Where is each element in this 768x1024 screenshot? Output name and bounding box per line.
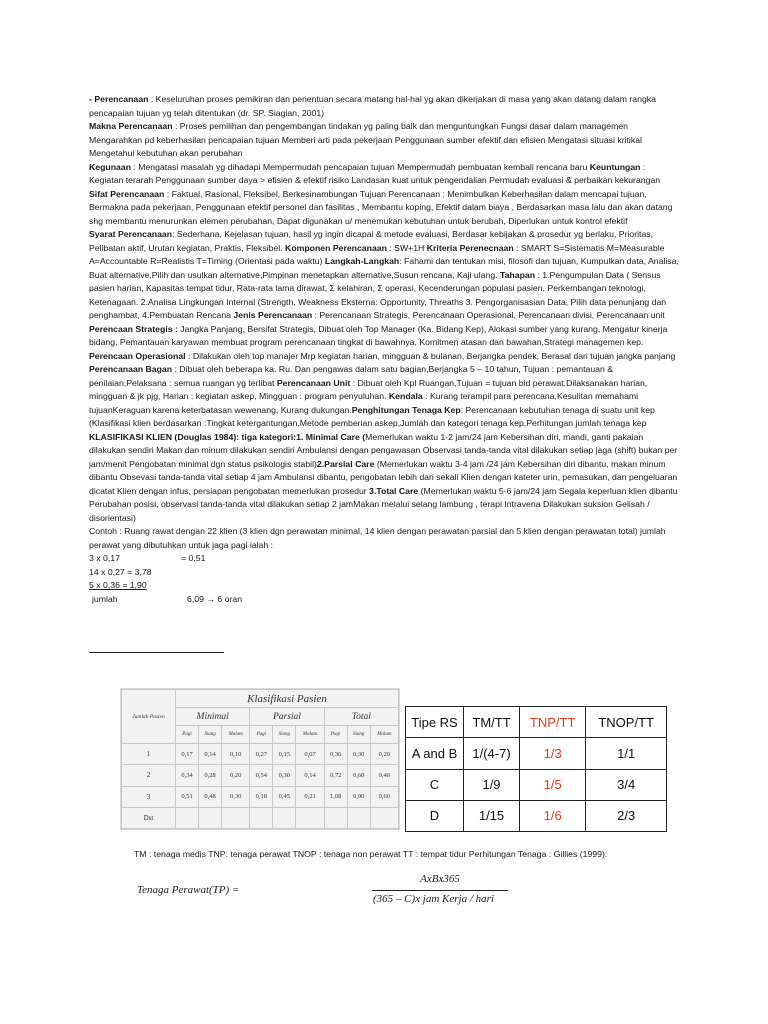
calc-3: 5 x 0,36 = 1,90 bbox=[89, 580, 147, 590]
tipe-row bbox=[406, 738, 667, 769]
def-keuntungan: : Kegiatan terarah Penggunaan sumber daya > efisien & efektif risiko Landasan kuat untuk pengendalian Permudah evaluasi & perbaikan kekurangan bbox=[89, 161, 661, 185]
term-komponen: Komponen Perencanaan bbox=[285, 242, 387, 253]
def-sifat: : Faktual, Rasional, Fleksibel, Berkesinambungan Tujuan Perencanaan : Menimbulkan Keberhasilan dalam mencapai tujuan, Bermakna pada pekerjaan, Penggunaan efektif personel dan fasilitas , Membantu koping, Efektif dalam biaya , Berdasarkan masa lalu dan akan datang shg membantu menurunkan elemen perubahan, Dapat digunakan u/ menemukan kebutuhan untuk berubah, Diperlukan untuk kontrol efektif bbox=[89, 188, 673, 226]
klas-cell bbox=[273, 807, 296, 828]
klas-row-label: 2 bbox=[122, 765, 176, 786]
klas-shift: Malam bbox=[370, 726, 398, 744]
klas-row bbox=[122, 744, 399, 765]
term-kendala: Kendala bbox=[388, 391, 423, 401]
paragraph-kegunaan bbox=[89, 161, 681, 229]
klas-cell: 0,20 bbox=[222, 765, 250, 786]
klas-cell bbox=[199, 807, 222, 828]
tipe-cell: C bbox=[406, 769, 464, 800]
def-syarat: : Sederhana, Kejelasan tujuan, hasil yg ingin dicapai & metode evaluasi, Berdasar kebijakan & prosedur yg berlaku, Prioritas, Pelibatan aktif, Urutan kegiatan, Praktis, Fleksibel. bbox=[89, 229, 654, 253]
klas-row-label: Dst bbox=[122, 807, 176, 828]
klas-cell: 0,14 bbox=[296, 765, 324, 786]
paragraph-contoh: Contoh : Ruang rawat dengan 22 klien (3 klien dgn perawatan minimal, 14 klien dengan perawatan parsial dan 5 klien dengan perawatan total) jumlah perawat yang dibutuhkan untuk jaga pagi ialah : bbox=[89, 526, 666, 550]
term-keuntungan: Keuntungan bbox=[589, 161, 641, 172]
klasifikasi-table-image bbox=[120, 688, 400, 830]
klas-cell: 0,60 bbox=[370, 786, 398, 807]
klas-cell: 0,14 bbox=[199, 744, 222, 765]
tipe-cell: 1/9 bbox=[464, 769, 520, 800]
klas-col-jumlah: Jumlah Pasien bbox=[122, 690, 176, 744]
klas-shift: Siang bbox=[273, 726, 296, 744]
body-text bbox=[89, 93, 681, 606]
sum-underline bbox=[89, 652, 224, 653]
klas-cell: 0,07 bbox=[296, 744, 324, 765]
tipe-cell: 1/3 bbox=[520, 738, 586, 769]
klas-row-label: 1 bbox=[122, 744, 176, 765]
klas-row bbox=[122, 807, 399, 828]
klasifikasi-table bbox=[121, 689, 399, 829]
klas-cell: 0,90 bbox=[347, 786, 370, 807]
def-makna: : Proses pemilihan dan pengembangan tindakan yg paling baik dan menguntungkan Fungsi dasar dalam managemen Mengarahkan pd keberhasilan pencapaian tujuan Memberi arti pada pekerjaan Penggunaan sumber efektif dan efisien Mengatasi situasi kritikal Mengetahui kebutuhan akan perubahan bbox=[89, 121, 642, 158]
klas-cell bbox=[296, 807, 324, 828]
tipe-cell: 1/5 bbox=[520, 769, 586, 800]
term-unit: Perencanaan Unit bbox=[276, 377, 351, 388]
klas-cell: 0,27 bbox=[250, 744, 273, 765]
klas-cell: 0,30 bbox=[347, 744, 370, 765]
tipe-rs-table bbox=[405, 706, 667, 832]
term-bagan: Perencanaan Bagan bbox=[89, 364, 173, 374]
klas-cell: 0,15 bbox=[273, 744, 296, 765]
paragraph-perencanaan bbox=[89, 93, 681, 120]
klas-title: Klasifikasi Pasien bbox=[176, 690, 399, 708]
klas-cell: 0,17 bbox=[176, 744, 199, 765]
term-kriteria: Kriteria Perenecnaan bbox=[426, 242, 514, 253]
klas-cell bbox=[176, 807, 199, 828]
formula bbox=[137, 873, 494, 913]
formula-numerator: AxBx365 bbox=[420, 873, 460, 885]
klas-cell bbox=[324, 807, 347, 828]
term-tahapan: Tahapan bbox=[499, 269, 536, 280]
term-strategis: Perencaan Strategis : bbox=[89, 323, 178, 334]
klas-cell: 0,54 bbox=[250, 765, 273, 786]
tipe-header: Tipe RS bbox=[406, 707, 464, 738]
term-langkah: Langkah-Langkah bbox=[324, 256, 400, 266]
def-operasional: : Dilakukan oleh top manajer Mrp kegiatan harian, mingguan & bulanan, Berjangka pendek, Berasal dari tujuan jangka panjang bbox=[185, 350, 676, 361]
calc-row-2 bbox=[89, 566, 681, 580]
tipe-header: TNOP/TT bbox=[586, 707, 667, 738]
tipe-cell: 1/(4-7) bbox=[464, 738, 520, 769]
tipe-row bbox=[406, 769, 667, 800]
calc-1-left: 3 x 0,17 bbox=[89, 553, 120, 563]
def-kriteria: : SMART S=Sistematis M=Measurable A=Accountable R=Realistis T=Timing (Orientasi pada waktu) bbox=[89, 242, 665, 266]
klas-cell: 0,60 bbox=[347, 765, 370, 786]
klas-cell bbox=[222, 807, 250, 828]
klas-cell: 0,20 bbox=[370, 744, 398, 765]
formula-denominator: (365 – C)x jam Kerja / hari bbox=[373, 893, 494, 905]
tipe-cell: 1/6 bbox=[520, 800, 586, 831]
tipe-cell: D bbox=[406, 800, 464, 831]
def-penghitungan: : Perencanaan kebutuhan tenaga di suatu unit kep (Klasifikasi klien berdasarkan :Tingkat ketergantungan,Metode pemberian askep,Jumlah dan kategori tenaga kep,Perhitungan jumlah tenaga kep bbox=[89, 404, 655, 428]
term-syarat: Syarat Perencanaan bbox=[89, 229, 173, 239]
tipe-cell: 3/4 bbox=[586, 769, 667, 800]
klas-shift: Pagi bbox=[176, 726, 199, 744]
calc-row-4 bbox=[89, 593, 681, 607]
tipe-cell: 1/1 bbox=[586, 738, 667, 769]
tipe-cell: A and B bbox=[406, 738, 464, 769]
klas-cell: 0,30 bbox=[273, 765, 296, 786]
klas-cell: 0,40 bbox=[370, 765, 398, 786]
def-tahapan: : 1.Pengumpulan Data ( Sensus pasien harian, Kapasitas tempat tidur, Rata-rata lama dirawat, Σ kelahiran, Σ operasi, Kecenderungan populasi pasien, Perkembangan teknologi, Ketenagaan. 2.Analisa Lingkungan Internal (Strength, Weakness Eksterna: Opportunity, Threaths 3. Pengorganisasian Data, Pilih data penunjang dan penghambat, 4.Pembuatan Rencana bbox=[89, 269, 667, 320]
def-langkah: : Fahami dan tentukan misi, filosofi dan tujuan, Kumpulkan data, Analisa, Buat alternative,Pilih dan usulkan alternative,Pimpinan menetapkan alternative,Susun rencana, Kaji ulang. bbox=[89, 256, 679, 280]
def-unit: : Dibuat oleh Kpl Ruangan,Tujuan = tujuan bid perawat,Dilaksanakan harian, mingguan & jk pjg, Harian : kegiatan askep, Mingguan : program penyuluhan. bbox=[89, 377, 648, 401]
term-penghitungan: Penghitungan Tenaga Kep bbox=[351, 404, 461, 415]
formula-fraction-bar bbox=[372, 890, 508, 891]
def-kendala: : Kurang terampil para perencana,Kesulitan memahami tujuanKeraguan karena keterbatasan wewenang, Kurang dukungan. bbox=[89, 391, 639, 415]
calc-4-result: 6,09 → 6 oran bbox=[187, 593, 243, 604]
klas-cell: 0,72 bbox=[324, 765, 347, 786]
tipe-cell: 2/3 bbox=[586, 800, 667, 831]
term-makna: Makna Perencanaan bbox=[89, 121, 173, 131]
klas-row bbox=[122, 765, 399, 786]
tipe-rs-table-wrap bbox=[405, 706, 667, 832]
klas-cell: 0,48 bbox=[199, 786, 222, 807]
tipe-row bbox=[406, 800, 667, 831]
paragraph-syarat bbox=[89, 228, 681, 525]
calc-2: 14 x 0,27 = 3,78 bbox=[89, 566, 152, 577]
tipe-header-row bbox=[406, 707, 667, 738]
klas-cell: 0,18 bbox=[250, 786, 273, 807]
term-jenis: Jenis Perencanaan bbox=[233, 310, 313, 320]
klas-shift: Malam bbox=[222, 726, 250, 744]
klas-cell: 0,21 bbox=[296, 786, 324, 807]
klas-row bbox=[122, 786, 399, 807]
paragraph-makna bbox=[89, 120, 681, 161]
klas-shift: Pagi bbox=[250, 726, 273, 744]
klas-cell: 0,30 bbox=[222, 786, 250, 807]
def-parsial: (Memerlukan waktu 3-4 jam /24 jam Kebersihan diri dibantu, makan minum dibantu Obsevasi tanda-tanda vital setiap 4 jam Ambulansi dibantu, pengobatan lebih dari sekali Klien dengan kateter urin, pemasukan, dan pengeluaran dicatat Klien dengan infus, persiapan pengobatan memerlukan prosedur bbox=[89, 458, 678, 496]
calc-row-1 bbox=[89, 552, 681, 566]
term-kegunaan: Kegunaan bbox=[89, 161, 131, 172]
klas-cell: 0,36 bbox=[324, 744, 347, 765]
term-klasifikasi: KLASIFIKASI KLIEN (Douglas 1984): tiga kategori:1. Minimal Care ( bbox=[89, 431, 366, 442]
klas-shift: Siang bbox=[347, 726, 370, 744]
def-minimal: Memerlukan waktu 1-2 jam/24 jam Kebersihan diri, mandi, ganti pakaian dilakukan sendiri Makan dan minum dilakukan sendiri Ambulansi dengan pengawasan Observasi tanda-tanda vital dilakukan setiap jaga (shift) bukan per jam/menit Pengobatan minimal dgn status psikologis stabil) bbox=[89, 431, 678, 469]
tipe-cell: 1/15 bbox=[464, 800, 520, 831]
klas-cell bbox=[250, 807, 273, 828]
klas-shift: Siang bbox=[199, 726, 222, 744]
def-perencanaan: : Keseluruhan proses pemikiran dan penentuan secara matang hal-hal yg akan dikerjakan di masa yang akan datang dalam rangka pencapaian tujuan yg telah ditentukan (dr. SP. Siagian, 2001) bbox=[89, 94, 656, 118]
calc-row-3 bbox=[89, 579, 681, 593]
klas-cell: 0,34 bbox=[176, 765, 199, 786]
tipe-header: TNP/TT bbox=[520, 707, 586, 738]
klas-group-minimal: Minimal bbox=[176, 708, 250, 726]
term-total: 3.Total Care bbox=[369, 485, 419, 496]
klas-cell bbox=[370, 807, 398, 828]
klas-shift: Pagi bbox=[324, 726, 347, 744]
klas-group-parsial: Parsial bbox=[250, 708, 324, 726]
klas-shift: Malam bbox=[296, 726, 324, 744]
klas-cell: 0,51 bbox=[176, 786, 199, 807]
tipe-header: TM/TT bbox=[464, 707, 520, 738]
klas-group-total: Total bbox=[324, 708, 398, 726]
def-total: (Memerlukan waktu 5-6 jam/24 jam Segala keperluan klien dibantu Perubahan posisi, observasi tanda-tanda vital dilakukan setiap 2 jamMakan melalui selang lambung , terapi Intravena Dilakukan suksion Gelisah / disorientasi) bbox=[89, 485, 678, 523]
formula-lhs: Tenaga Perawat(TP) = bbox=[137, 884, 240, 896]
def-bagan: : Dibuat oleh beberapa ka. Ru. Dan pengawas dalam satu bagian,Berjangka 5 – 10 tahun, Tujuan : pemantauan & penilaian,Pelaksana : semua ruangan yg terlibat bbox=[89, 364, 614, 388]
term-sifat: Sifat Perencanaan bbox=[89, 188, 165, 199]
def-strategis: Jangka Panjang, Bersifat Strategis, Dibuat oleh Top Manager (Ka. Bidang Kep), Alokasi sumber yang kurang, Mengatur kinerja bidang, Pemantauan karyawan membuat program perencanaan tingkat di bawahnya, Komitmen atasan dan bawahan,Strategi managemen kep. bbox=[89, 323, 668, 347]
klas-row-label: 3 bbox=[122, 786, 176, 807]
term-operasional: Perencaan Operasional bbox=[89, 350, 186, 361]
def-komponen: : SW+1H bbox=[386, 242, 427, 253]
klas-cell: 0,10 bbox=[222, 744, 250, 765]
def-kegunaan: : Mengatasi masalah yg dihadapi Mempermudah pencapaian tujuan Mempermudah pembuatan kembali rencana baru bbox=[131, 161, 590, 172]
calc-1-right: = 0,51 bbox=[181, 553, 206, 563]
calc-4-label: jumlah bbox=[92, 593, 118, 604]
dash: - bbox=[89, 94, 95, 104]
klas-cell bbox=[347, 807, 370, 828]
klas-cell: 1,08 bbox=[324, 786, 347, 807]
def-jenis: : Perencanaan Strategis, Perencanaan Operasional, Perencanaan divisi, Perencanaan unit bbox=[312, 310, 665, 320]
klas-cell: 0,45 bbox=[273, 786, 296, 807]
legend-text: TM : tenaga medis TNP: tenaga perawat TNOP : tenaga non perawat TT : tempat tidur Perhitungan Tenaga : Gillies (1999): bbox=[134, 849, 608, 859]
klas-cell: 0,28 bbox=[199, 765, 222, 786]
term-parsial: 2.Parsial Care bbox=[316, 458, 375, 469]
term-perencanaan: Perencanaan bbox=[94, 94, 149, 104]
